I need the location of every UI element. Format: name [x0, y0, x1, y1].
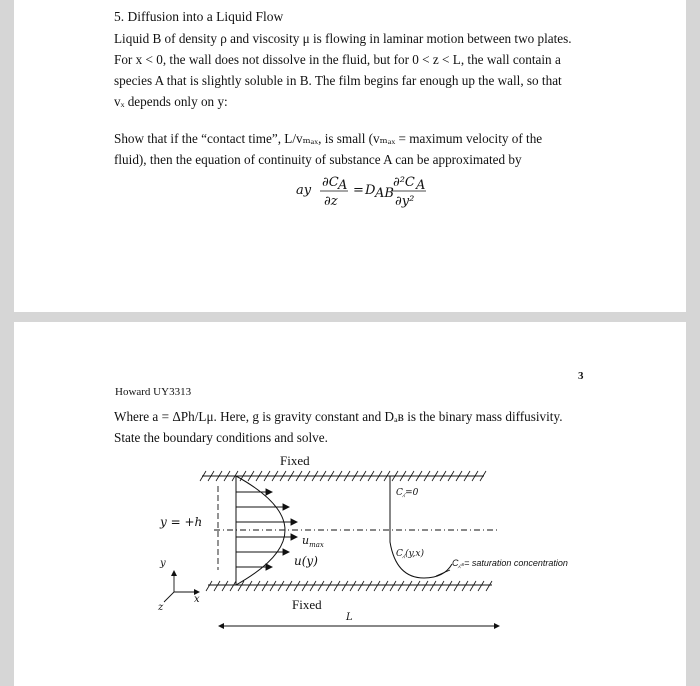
top-plate-label: Fixed	[280, 453, 310, 468]
eq-lhs-den: ∂z	[324, 194, 338, 209]
umax-sub: max	[309, 541, 324, 549]
axis-z	[164, 592, 174, 602]
u-y-label: u(y)	[294, 554, 318, 568]
author-header: Howard UY3313	[115, 386, 192, 398]
problem-heading: 5. Diffusion into a Liquid Flow	[114, 9, 284, 24]
continuation-line: Where a = ΔPh/Lμ. Here, g is gravity constant and Dₐʙ is the binary mass diffusivity.	[114, 409, 563, 424]
length-label: L	[346, 612, 353, 623]
continuation-line: State the boundary conditions and solve.	[114, 430, 328, 445]
axis-y-arrowhead	[171, 570, 177, 576]
intro-line: For x < 0, the wall does not dissolve in the fluid, but for 0 < z < L, the wall contain a	[114, 52, 561, 67]
continuity-equation	[294, 172, 434, 212]
length-right-arrow	[494, 623, 500, 629]
cas-label: C⁁ₛ= saturation concentration	[452, 558, 568, 568]
y-h-label: y = +h	[160, 515, 203, 529]
ca-zero-label: C⁁=0	[396, 488, 419, 498]
intro-line: Liquid B of density ρ and viscosity μ is flowing in laminar motion between two plates.	[114, 31, 572, 46]
length-left-arrow	[218, 623, 224, 629]
flow-diagram	[134, 452, 604, 642]
eq-rhs-coef: D	[365, 183, 376, 198]
page-2	[14, 322, 686, 686]
velocity-arrows	[236, 489, 297, 570]
eq-rhs-coef-sub: AB	[375, 186, 394, 201]
problem-continuation	[114, 406, 563, 448]
task-line: Show that if the “contact time”, L/vₘₐₓ, is small (vₘₐₓ = maximum velocity of the	[114, 131, 543, 146]
ca-yx-label: C⁁(y,x)	[396, 549, 424, 559]
umax-symbol: u	[302, 534, 310, 547]
eq-lhs-num: ∂C	[322, 175, 339, 190]
umax-label	[302, 534, 324, 549]
eq-rhs-den: ∂y²	[395, 194, 415, 209]
eq-lhs-num-sub: A	[338, 178, 348, 193]
eq-lhs-coef: ay	[296, 183, 312, 198]
problem-intro	[114, 28, 572, 112]
cas-leader	[436, 570, 450, 576]
eq-rhs-num: ∂²C	[393, 175, 415, 190]
intro-line: vₓ depends only on y:	[114, 94, 228, 109]
problem-task	[114, 128, 542, 170]
eq-equals: =	[353, 183, 364, 198]
bottom-plate-label: Fixed	[292, 597, 322, 612]
bottom-plate-hatch	[206, 581, 492, 591]
axis-z-label: z	[158, 602, 164, 613]
task-line: fluid), then the equation of continuity of substance A can be approximated by	[114, 152, 522, 167]
page-1	[14, 0, 686, 312]
axis-y-label: y	[160, 558, 166, 569]
eq-rhs-num-sub: A	[416, 178, 426, 193]
page-number: 3	[578, 370, 584, 382]
intro-line: species A that is slightly soluble in B. The film begins far enough up the wall, so that	[114, 73, 562, 88]
axis-x-label: x	[194, 594, 200, 605]
